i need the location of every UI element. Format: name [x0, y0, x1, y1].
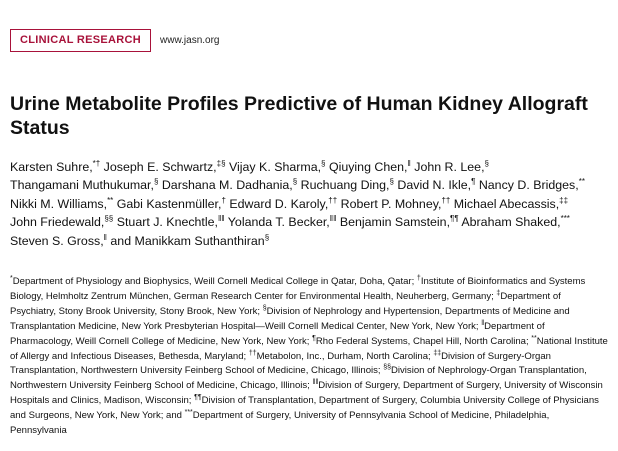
affiliation-text: Division of Surgery-Organ Transplantation, Northwestern University Feinberg School of Medicine, Chicago, Illinois; [10, 350, 551, 377]
author-name-text: Joseph E. Schwartz, [103, 160, 217, 174]
author-name[interactable] [117, 215, 225, 229]
author-name[interactable] [117, 197, 226, 211]
affiliation-mark: *** [184, 408, 193, 416]
author-affiliation-mark: †† [328, 195, 338, 205]
author-separator: and [106, 233, 135, 248]
affiliation-text: Division of Surgery, Department of Surgery, University of Wisconsin Hospitals and Clinics, Madison, Wisconsin; [10, 380, 603, 407]
affiliation-mark: * [10, 274, 13, 282]
affiliation-mark: ‡ [496, 289, 501, 297]
author-name[interactable] [135, 234, 270, 248]
author-name[interactable] [414, 160, 489, 174]
author-list [10, 158, 608, 250]
author-affiliation-mark: ‖‖ [329, 214, 337, 224]
author-affiliation-mark: † [221, 195, 226, 205]
author-name[interactable] [454, 197, 568, 211]
affiliation-text: Department of Psychiatry, Stony Brook University, Stony Brook, New York; [10, 290, 561, 317]
affiliation-text: Department of Surgery, University of Pennsylvania School of Medicine, Philadelphia, Pennsylvania [10, 410, 550, 437]
affiliation-text: Department of Pharmacology, Weill Cornell College of Medicine, New York, New York; [10, 320, 545, 347]
author-affiliation-mark: ‡‡ [559, 195, 569, 205]
author-name-text: Michael Abecassis, [453, 196, 560, 211]
affiliation-mark: ¶¶ [194, 394, 202, 402]
author-affiliation-mark: *** [560, 214, 570, 224]
author-name-text: Yolanda T. Becker, [227, 215, 330, 230]
affiliation-text: Division of Nephrology and Hypertension, Departments of Medicine and Transplantation Medicine, New York Presbyterian Hospital—Weill Cornell Medical Center, New York, New York; [10, 305, 570, 332]
affiliation-text: National Institute of Allergy and Infectious Diseases, Bethesda, Maryland; [10, 335, 608, 362]
author-name-text: Nancy D. Bridges, [478, 178, 579, 193]
affiliation-mark: †† [248, 349, 257, 357]
author-name-text: Nikki M. Williams, [10, 196, 108, 211]
author-name[interactable] [10, 197, 113, 211]
author-name[interactable] [228, 215, 337, 229]
author-name-text: Darshana M. Dadhania, [161, 178, 293, 193]
journal-url-link[interactable]: www.jasn.org [160, 35, 220, 46]
affiliation-item [249, 351, 434, 362]
author-name-text: Robert P. Mohney, [340, 196, 442, 211]
author-affiliation-mark: § [389, 177, 394, 187]
author-name[interactable] [479, 178, 585, 192]
author-affiliation-mark: ** [107, 195, 114, 205]
author-name[interactable] [10, 178, 158, 192]
author-name-text: John R. Lee, [414, 160, 485, 174]
author-name-text: Ruchuang Ding, [300, 178, 390, 193]
author-name[interactable] [10, 234, 107, 248]
author-name[interactable] [162, 178, 297, 192]
affiliation-mark: ** [531, 334, 537, 342]
author-name-text: Vijay K. Sharma, [228, 160, 322, 174]
author-affiliation-mark: ‡§ [216, 158, 226, 168]
author-affiliation-mark: ¶ [471, 177, 476, 187]
affiliation-text: Institute of Bioinformatics and Systems Biology, Helmholtz Zentrum München, German Research Center for Environmental Health, Neuherberg, Germany; [10, 276, 586, 302]
author-name-text: Gabi Kastenmüller, [116, 196, 222, 211]
author-affiliation-mark: § [264, 232, 270, 242]
author-affiliation-mark: ¶¶ [450, 214, 459, 224]
affiliation-mark: ¶ [312, 334, 316, 342]
author-name-text: Steven S. Gross, [10, 233, 104, 248]
affiliation-text: Division of Transplantation, Department of Surgery, Columbia University College of Physicians and Surgeons, New York, New York; and [10, 395, 599, 422]
affiliation-text: Rho Federal Systems, Chapel Hill, North Carolina; [315, 335, 532, 347]
author-name[interactable] [10, 160, 100, 174]
affiliation-mark: † [416, 274, 421, 282]
article-title: Urine Metabolite Profiles Predictive of Human Kidney Allograft Status [10, 93, 588, 139]
author-name-text: Edward D. Karoly, [229, 196, 329, 211]
author-name-text: David N. Ikle, [397, 178, 472, 193]
affiliation-text: Department of Physiology and Biophysics, Weill Cornell Medical College in Qatar, Doha, Qatar; [12, 276, 417, 287]
author-name[interactable] [329, 160, 411, 174]
author-affiliation-mark: § [292, 177, 298, 187]
section-badge: CLINICAL RESEARCH [10, 29, 151, 52]
author-affiliation-mark: ‖ [103, 232, 107, 242]
article-header [10, 29, 219, 52]
author-name[interactable] [397, 178, 475, 192]
author-name[interactable] [301, 178, 394, 192]
affiliation-item [312, 336, 531, 347]
author-name-text: Karsten Suhre, [10, 160, 93, 174]
author-affiliation-mark: †† [441, 195, 451, 205]
affiliation-mark: ‖‖ [312, 379, 319, 387]
author-name[interactable] [340, 215, 459, 229]
author-affiliation-mark: ‖ [407, 158, 411, 168]
author-name-text: Manikkam Suthanthiran [134, 233, 265, 248]
affiliation-text: Division of Nephrology-Organ Transplantation, Northwestern University Feinberg School of Medicine, Chicago, Illinois; [10, 365, 587, 392]
author-affiliation-mark: ‖‖ [217, 214, 225, 224]
affiliation-mark: ‖ [481, 319, 485, 327]
author-affiliation-mark: §§ [104, 214, 114, 224]
author-name[interactable] [229, 197, 337, 211]
author-affiliation-mark: § [484, 158, 489, 168]
affiliation-mark: ‡‡ [433, 349, 442, 357]
author-affiliation-mark: § [153, 177, 159, 187]
author-name-text: John Friedewald, [10, 215, 105, 230]
affiliation-text: Metabolon, Inc., Durham, North Carolina; [256, 350, 434, 362]
affiliation-list [10, 275, 608, 439]
affiliation-mark: §§ [383, 364, 392, 372]
author-name[interactable] [461, 215, 570, 229]
author-name-text: Benjamin Samstein, [339, 215, 451, 230]
author-name-text: Abraham Shaked, [461, 215, 561, 230]
author-name[interactable] [229, 160, 326, 174]
author-name-text: Qiuying Chen, [328, 160, 408, 174]
author-name[interactable] [10, 215, 113, 229]
author-affiliation-mark: ** [578, 177, 585, 187]
affiliation-item [10, 276, 417, 287]
author-name-text: Thangamani Muthukumar, [10, 178, 154, 193]
author-name[interactable] [104, 160, 226, 174]
author-affiliation-mark: *† [92, 158, 101, 168]
author-affiliation-mark: § [321, 158, 326, 168]
author-name[interactable] [341, 197, 451, 211]
author-name-text: Stuart J. Knechtle, [116, 215, 218, 230]
affiliation-mark: § [262, 304, 267, 312]
